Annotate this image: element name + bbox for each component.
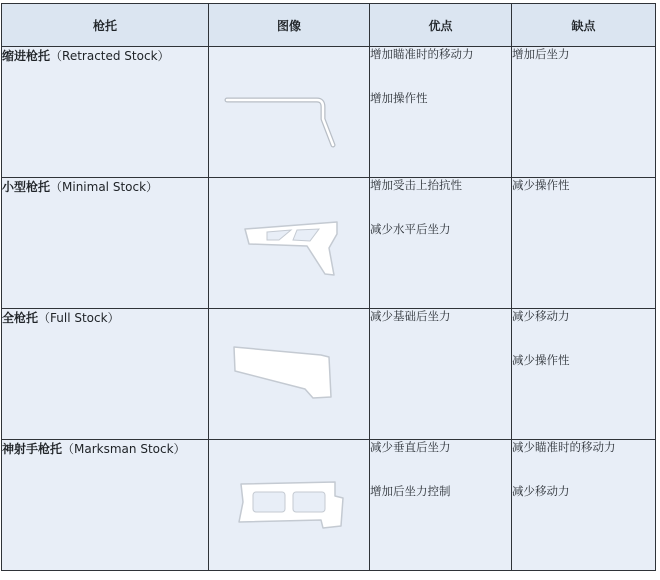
- stock-name-cell: [2, 309, 209, 440]
- header-cons: 缺点: [512, 4, 656, 47]
- stock-comparison-table: [1, 3, 656, 571]
- pros-item: 增加后坐力控制: [370, 484, 451, 498]
- header-pros: 优点: [370, 4, 512, 47]
- cons-cell: [512, 309, 656, 440]
- stock-name-zh: 神射手枪托: [2, 442, 63, 456]
- cons-cell: [512, 47, 656, 178]
- pros-item: 减少基础后坐力: [370, 309, 451, 323]
- stock-name-zh: 小型枪托: [2, 180, 51, 194]
- marksman-stock-icon: [209, 440, 370, 570]
- table-row: [2, 440, 656, 571]
- cons-item: 减少移动力: [512, 309, 570, 323]
- stock-name-en: （Minimal Stock）: [50, 180, 159, 194]
- cons-item: 减少操作性: [512, 178, 570, 192]
- stock-name-zh: 全枪托: [2, 311, 39, 325]
- stock-name-en: （Retracted Stock）: [50, 49, 170, 63]
- table-row: [2, 309, 656, 440]
- table-row: [2, 178, 656, 309]
- retracted-stock-icon: [209, 47, 370, 177]
- cons-item: 增加后坐力: [512, 47, 570, 61]
- stock-name-cell: [2, 440, 209, 571]
- stock-name-en: （Full Stock）: [38, 311, 120, 325]
- pros-cell: [370, 178, 512, 309]
- header-image: 图像: [209, 4, 370, 47]
- stock-name-cell: [2, 178, 209, 309]
- cons-cell: [512, 178, 656, 309]
- stock-image-cell: [209, 47, 370, 178]
- header-stock: 枪托: [2, 4, 209, 47]
- stock-image-cell: [209, 309, 370, 440]
- pros-item: 减少水平后坐力: [370, 222, 451, 236]
- stock-name-zh: 缩进枪托: [2, 49, 51, 63]
- pros-cell: [370, 309, 512, 440]
- cons-cell: [512, 440, 656, 571]
- stock-name-cell: [2, 47, 209, 178]
- cons-item: 减少移动力: [512, 484, 570, 498]
- pros-cell: [370, 440, 512, 571]
- pros-item: 减少垂直后坐力: [370, 440, 451, 454]
- pros-item: 增加操作性: [370, 91, 428, 105]
- pros-cell: [370, 47, 512, 178]
- pros-item: 增加受击上抬抗性: [370, 178, 462, 192]
- minimal-stock-icon: [209, 178, 370, 308]
- table-row: [2, 47, 656, 178]
- cons-item: 减少操作性: [512, 353, 570, 367]
- stock-name-en: （Marksman Stock）: [62, 442, 186, 456]
- pros-item: 增加瞄准时的移动力: [370, 47, 474, 61]
- stock-image-cell: [209, 178, 370, 309]
- full-stock-icon: [209, 309, 370, 439]
- stock-image-cell: [209, 440, 370, 571]
- cons-item: 减少瞄准时的移动力: [512, 440, 616, 454]
- header-row: [2, 4, 656, 47]
